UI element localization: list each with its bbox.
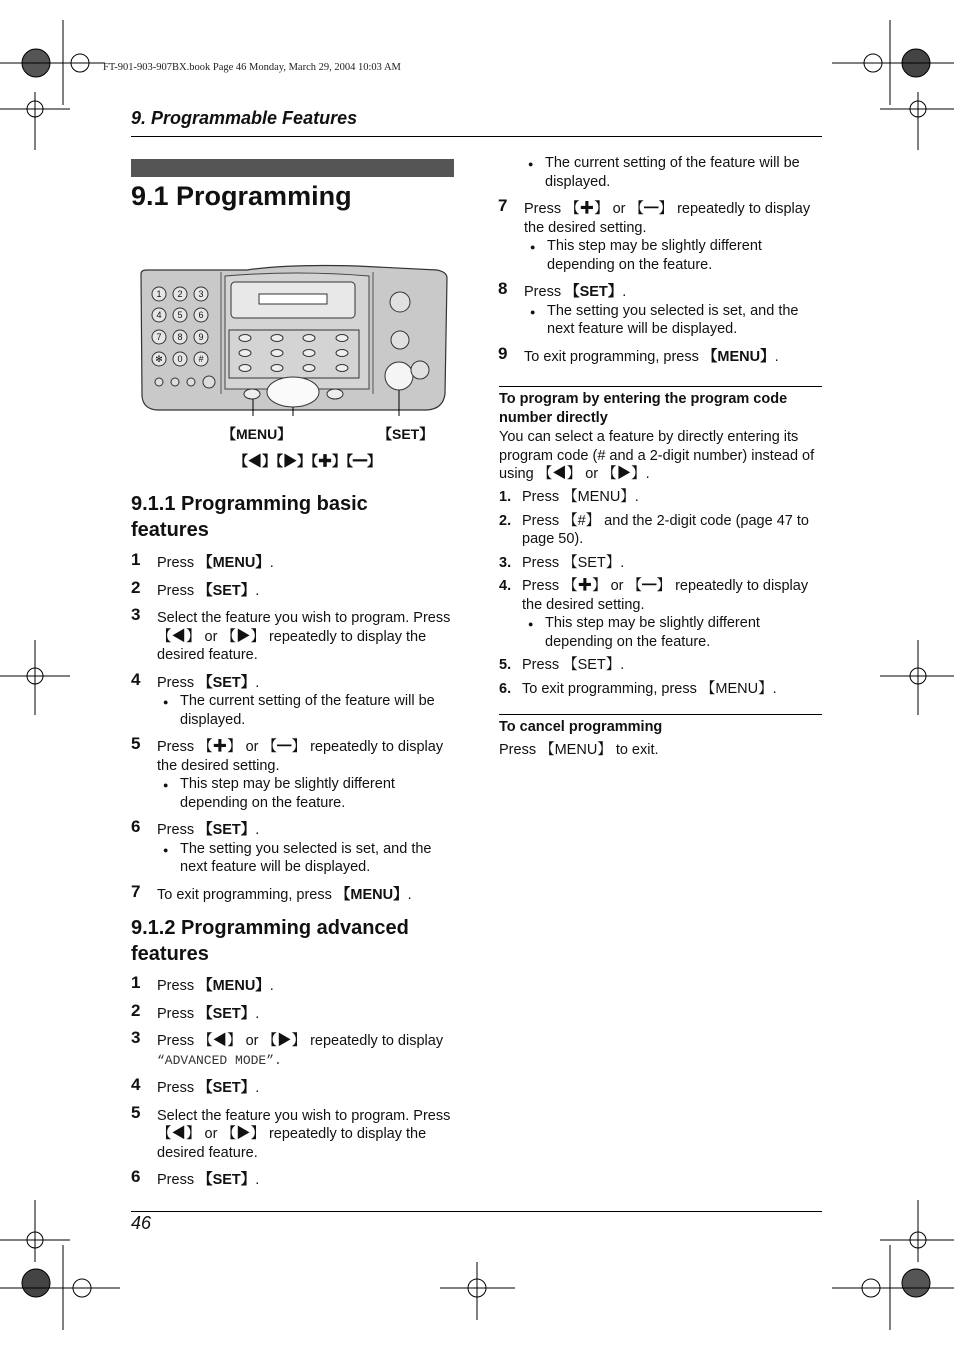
advanced-step-7: 7 Press 【✚】 or 【━】 repeatedly to display the desired setting. ● This step may be slightly different depending on the feature. — [524, 200, 822, 274]
key-9: 9 — [198, 332, 204, 342]
section-header: 9. Programmable Features — [131, 108, 358, 128]
advanced-steps — [131, 973, 457, 1190]
direct-step-6: 6. To exit programming, press 【MENU】. — [499, 680, 777, 697]
key-star: ✻ — [155, 354, 163, 364]
direct-intro: You can select a feature by directly entering its program code (# and a 2-digit number) instead of using 【◀】 or 【▶】. — [499, 429, 815, 482]
advanced-step-9: 9 To exit programming, press 【MENU】. — [498, 343, 779, 365]
basic-step-1: 1 Press 【MENU】. — [131, 550, 274, 571]
key-2: 2 — [177, 289, 183, 299]
direct-heading: To program by entering the program code number directly — [499, 391, 788, 426]
basic-step-3: 3 Select the feature you wish to program. Press 【◀】 or 【▶】 repeatedly to display the desired feature. — [131, 605, 451, 663]
page-title: 9.1 Programming — [131, 181, 352, 211]
arrow-keys-label: 【◀】【▶】【✚】【━】 — [234, 453, 381, 469]
direct-step-4: 4. Press 【✚】 or 【━】 repeatedly to display the desired setting. ● This step may be slightly different depending on the feature. — [522, 577, 822, 651]
right-steps — [498, 154, 822, 366]
key-5: 5 — [177, 310, 183, 320]
advanced-step-8: 8 Press 【SET】. ● The setting you selected is set, and the next feature will be displayed. — [524, 283, 822, 339]
key-6: 6 — [198, 310, 204, 320]
basic-step-5: 5 Press 【✚】 or 【━】 repeatedly to display the desired setting. ● This step may be slightly different depending on the feature. — [157, 738, 457, 812]
basic-step-4: 4 Press 【SET】. ● The current setting of the feature will be displayed. — [157, 674, 457, 730]
navigator-key — [267, 377, 319, 407]
title-bar — [131, 159, 454, 177]
header-rule — [131, 136, 822, 137]
continued-bullet: ● The current setting of the feature will be displayed. — [522, 154, 822, 191]
advanced-step-4: 4 Press 【SET】. — [131, 1075, 260, 1096]
direct-step-1: 1. Press 【MENU】. — [499, 489, 639, 505]
key-3: 3 — [198, 289, 204, 299]
advanced-heading: 9.1.2 Programming advanced features — [131, 917, 409, 965]
footer-rule — [131, 1211, 822, 1212]
basic-heading: 9.1.1 Programming basic features — [131, 493, 368, 541]
basic-step-7: 7 To exit programming, press 【MENU】. — [131, 881, 412, 903]
key-8: 8 — [177, 332, 183, 342]
key-0: 0 — [177, 354, 183, 364]
direct-steps — [499, 488, 822, 698]
advanced-step-5: 5 Select the feature you wish to program. Press 【◀】 or 【▶】 repeatedly to display the desired feature. — [131, 1102, 451, 1161]
direct-step-2: 2. Press 【#】 and the 2-digit code (page 47 to page 50). — [499, 512, 809, 547]
direct-rule — [499, 386, 822, 387]
basic-steps — [131, 550, 457, 904]
set-label: 【SET】 — [378, 426, 434, 442]
key-4: 4 — [156, 310, 162, 320]
cancel-rule — [499, 714, 822, 715]
basic-step-6: 6 Press 【SET】. ● The setting you selected is set, and the next feature will be displayed. — [157, 821, 457, 877]
fax-panel-figure — [137, 264, 449, 416]
direct-step-3: 3. Press 【SET】. — [499, 554, 625, 571]
cancel-heading: To cancel programming — [499, 719, 663, 735]
advanced-step-3: 3 Press 【◀】 or 【▶】 repeatedly to display “ADVANCED MODE”. — [131, 1028, 444, 1068]
key-hash: # — [198, 354, 204, 364]
advanced-step-2: 2 Press 【SET】. — [131, 1000, 260, 1022]
cancel-text: Press 【MENU】 to exit. — [499, 742, 659, 758]
direct-step-5: 5. Press 【SET】. — [499, 657, 625, 673]
page-number: 46 — [131, 1213, 152, 1233]
key-7: 7 — [156, 332, 162, 342]
advanced-step-1: 1 Press 【MENU】. — [131, 973, 274, 994]
key-1: 1 — [156, 289, 162, 299]
menu-key — [244, 389, 260, 399]
basic-step-2: 2 Press 【SET】. — [131, 577, 260, 599]
advanced-step-6: 6 Press 【SET】. — [131, 1167, 260, 1188]
menu-label: 【MENU】 — [222, 426, 292, 442]
print-slug: FT-901-903-907BX.book Page 46 Monday, March 29, 2004 10:03 AM — [103, 62, 401, 73]
